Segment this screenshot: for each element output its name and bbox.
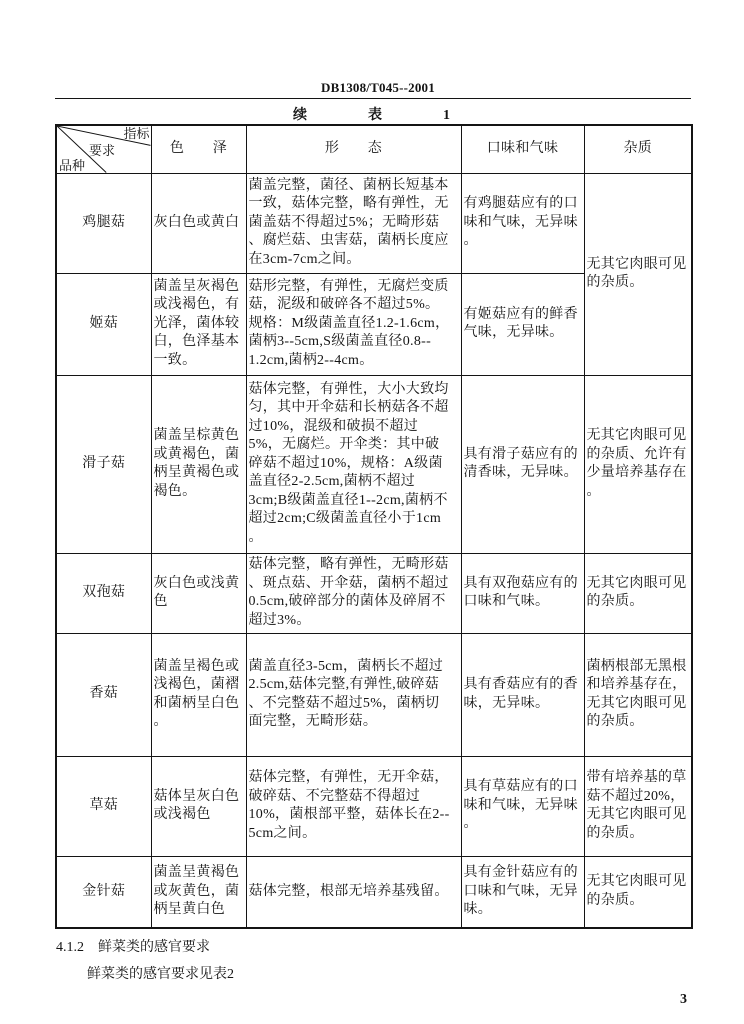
cell-line: 柄呈黄白色 xyxy=(153,902,225,917)
cell-impurity xyxy=(584,633,692,756)
cell-taste xyxy=(461,273,584,375)
column-header-taste: 口味和气味 xyxy=(461,125,584,173)
cell-line: 菇体完整，略有弹性，无畸形菇 xyxy=(248,557,449,572)
cell-form xyxy=(246,756,461,856)
cell-line: 。 xyxy=(153,714,168,729)
cell-variety xyxy=(56,273,151,375)
table-row xyxy=(56,173,692,273)
cell-line: 无其它肉眼可见 xyxy=(586,695,687,711)
cell-line: 色 xyxy=(153,594,168,609)
cell-line: 的杂质。 xyxy=(586,825,644,841)
section-title: 鲜菜类的感官要求 xyxy=(98,940,210,955)
variety-name: 香菇 xyxy=(89,686,119,702)
cell-line: 5cm之间。 xyxy=(248,825,317,841)
cell-line: 菌盖完整，菌径、菌柄长短基本 xyxy=(248,177,449,193)
cell-line: 或灰黄色，菌 xyxy=(153,883,240,899)
cell-line: 。 xyxy=(248,529,263,545)
reference-note: 鲜菜类的感官要求见表2 xyxy=(87,967,234,982)
document-code: DB1308/T045--2001 xyxy=(321,80,435,95)
cell-form xyxy=(246,553,461,633)
cell-line: 具有香菇应有的香 xyxy=(463,677,578,692)
corner-label-indicator: 指标 xyxy=(123,126,150,141)
table-row xyxy=(56,756,692,856)
cell-line: 的杂质。 xyxy=(586,714,644,729)
cell-line: 一致，菇体完整，略有弹性，无 xyxy=(248,196,449,212)
cell-line: 有姬菇应有的鲜香 xyxy=(463,306,578,322)
cell-line: 超过3%。 xyxy=(248,612,311,628)
cell-line: 5%，无腐烂。开伞类：其中破 xyxy=(248,437,440,453)
cell-line: 菌柄根部无黑根 xyxy=(586,658,687,674)
cell-color xyxy=(151,856,246,928)
cell-line: 菌盖呈棕黄色 xyxy=(153,428,240,443)
cell-line: 无其它肉眼可见 xyxy=(586,874,687,890)
cell-line: 菇体完整，有弹性，无开伞菇， xyxy=(248,770,449,785)
cell-line: 口味和气味。 xyxy=(463,594,550,609)
cell-taste xyxy=(461,756,584,856)
cell-form xyxy=(246,633,461,756)
variety-name: 姬菇 xyxy=(89,315,119,331)
cell-impurity xyxy=(584,375,692,553)
cell-taste xyxy=(461,633,584,756)
table-body xyxy=(56,173,692,928)
cell-line: 褐色。 xyxy=(153,483,197,499)
cell-line: 1.2cm,菌柄2--4cm。 xyxy=(248,352,374,368)
cell-line: 清香味，无异味。 xyxy=(463,465,578,480)
cell-line: 的杂质。 xyxy=(586,594,644,609)
cell-line: 具有滑子菇应有的 xyxy=(463,446,578,462)
cell-line: 无其它肉眼可见 xyxy=(586,807,687,822)
cell-variety xyxy=(56,633,151,756)
cell-line: 菇体完整，有弹性，大小大致均 xyxy=(248,381,449,397)
cell-line: 无其它肉眼可见 xyxy=(586,256,687,272)
cell-line: 。 xyxy=(463,233,478,249)
cell-line: 0.5cm,破碎部分的菌体及碎屑不 xyxy=(248,594,446,609)
table-row xyxy=(56,375,692,553)
cell-line: 3cm;B级菌盖直径1--2cm,菌柄不 xyxy=(248,492,448,508)
cell-line: 和培养基存在， xyxy=(586,677,687,692)
cell-line: 碎菇不超过10%，规格：A级菌 xyxy=(248,455,443,471)
cell-line: 具有双孢菇应有的 xyxy=(463,575,578,591)
cell-line: 柄呈黄褐色或 xyxy=(153,465,240,480)
cell-form xyxy=(246,273,461,375)
cell-line: 10%，菌根部平整，菇体长在2-- xyxy=(248,807,450,822)
cell-line: 的杂质。 xyxy=(586,892,644,908)
cell-form xyxy=(246,856,461,928)
cell-line: 和菌柄呈白色 xyxy=(153,695,240,711)
cell-taste xyxy=(461,553,584,633)
variety-name: 鸡腿菇 xyxy=(82,214,126,230)
table-row xyxy=(56,553,692,633)
cell-taste xyxy=(461,173,584,273)
cell-line: 菇，泥级和破碎各不超过5%。 xyxy=(248,297,440,313)
cell-line: 盖直径2-2.5cm,菌柄不超过 xyxy=(248,474,416,490)
cell-color xyxy=(151,633,246,756)
table-header-row xyxy=(56,125,692,173)
cell-line: 的杂质。 xyxy=(586,275,644,290)
column-header-form: 形 态 xyxy=(246,125,461,173)
cell-variety xyxy=(56,173,151,273)
cell-line: 、腐烂菇、虫害菇，菌柄长度应 xyxy=(248,233,449,249)
table-caption: 续 表 1 xyxy=(293,108,461,123)
cell-line: 少量培养基存在 xyxy=(586,465,687,480)
cell-impurity xyxy=(584,173,692,375)
cell-line: 菇体完整，根部无培养基残留。 xyxy=(248,883,449,899)
cell-line: 超过2cm;C级菌盖直径小于1cm xyxy=(248,511,442,527)
cell-line: 。 xyxy=(463,816,478,832)
cell-line: 菌盖直径3-5cm，菌柄长不超过 xyxy=(248,658,444,674)
cell-impurity xyxy=(584,553,692,633)
cell-impurity xyxy=(584,856,692,928)
cell-line: 口味和气味，无异 xyxy=(463,883,578,899)
cell-variety xyxy=(56,756,151,856)
section-number: 4.1.2 xyxy=(56,940,84,955)
cell-line: 味，无异味。 xyxy=(463,695,550,711)
cell-variety xyxy=(56,553,151,633)
cell-line: 无其它肉眼可见 xyxy=(586,575,687,591)
cell-line: 面完整，无畸形菇。 xyxy=(248,714,378,729)
cell-line: 具有草菇应有的口 xyxy=(463,779,578,795)
cell-taste xyxy=(461,856,584,928)
cell-line: 破碎菇、不完整菇不得超过 xyxy=(248,788,421,804)
variety-name: 金针菇 xyxy=(82,883,126,899)
column-header-color: 色 泽 xyxy=(151,125,246,173)
cell-line: 菇体呈灰白色 xyxy=(153,788,240,804)
cell-line: 一致。 xyxy=(153,352,197,368)
cell-line: 在3cm-7cm之间。 xyxy=(248,251,361,267)
cell-line: 菌盖呈灰褐色 xyxy=(153,278,240,294)
header-rule xyxy=(55,98,691,99)
cell-line: 2.5cm,菇体完整,有弹性,破碎菇 xyxy=(248,677,440,692)
cell-line: 灰白色或浅黄 xyxy=(153,575,240,591)
variety-name: 草菇 xyxy=(89,797,119,813)
cell-line: 浅褐色，菌褶 xyxy=(153,677,240,692)
column-header-impurity: 杂质 xyxy=(584,125,692,173)
cell-line: 气味，无异味。 xyxy=(463,325,564,340)
table-row xyxy=(56,633,692,756)
cell-line: 光泽，菌体较 xyxy=(153,315,240,331)
cell-line: 、斑点菇、开伞菇，菌柄不超过 xyxy=(248,575,449,591)
cell-color xyxy=(151,756,246,856)
cell-line: 有鸡腿菇应有的口 xyxy=(463,196,578,212)
cell-line: 或浅褐色，有 xyxy=(153,297,240,313)
cell-line: 规格：M级菌盖直径1.2-1.6cm， xyxy=(248,315,450,331)
cell-line: 无其它肉眼可见 xyxy=(586,428,687,443)
page-number: 3 xyxy=(680,992,687,1007)
cell-line: 菌盖菇不得超过5%；无畸形菇 xyxy=(248,214,440,230)
cell-line: 白，色泽基本 xyxy=(153,334,240,350)
section-heading xyxy=(56,936,210,956)
cell-line: 菌盖呈褐色或 xyxy=(153,658,240,674)
cell-color xyxy=(151,173,246,273)
variety-name: 滑子菇 xyxy=(82,455,126,471)
corner-label-requirement: 要求 xyxy=(89,143,116,158)
sensory-requirements-table xyxy=(55,124,693,929)
cell-color xyxy=(151,375,246,553)
cell-color xyxy=(151,273,246,375)
cell-line: 菌盖呈黄褐色 xyxy=(153,865,240,880)
cell-form xyxy=(246,375,461,553)
cell-line: 菌柄3--5cm,S级菌盖直径0.8-- xyxy=(248,334,432,350)
cell-line: 或黄褐色，菌 xyxy=(153,446,240,462)
cell-line: 带有培养基的草 xyxy=(586,770,687,785)
cell-line: 过10%，混级和破损不超过 xyxy=(248,418,419,434)
cell-line: 味和气味，无异味 xyxy=(463,797,578,813)
corner-label-variety: 品种 xyxy=(59,157,86,173)
cell-impurity xyxy=(584,756,692,856)
variety-name: 双孢菇 xyxy=(82,584,126,600)
cell-line: 匀，其中开伞菇和长柄菇各不超 xyxy=(248,400,449,416)
cell-line: 菇不超过20%， xyxy=(586,788,685,804)
cell-line: 味和气味，无异味 xyxy=(463,214,578,230)
cell-taste xyxy=(461,375,584,553)
corner-header xyxy=(56,125,151,173)
cell-line: 味。 xyxy=(463,902,493,917)
cell-line: 菇形完整，有弹性，无腐烂变质 xyxy=(248,278,449,294)
cell-variety xyxy=(56,375,151,553)
cell-line: 。 xyxy=(586,483,601,499)
cell-line: 灰白色或黄白 xyxy=(153,214,240,230)
table-row xyxy=(56,856,692,928)
cell-form xyxy=(246,173,461,273)
cell-line: 或浅褐色 xyxy=(153,807,211,822)
cell-color xyxy=(151,553,246,633)
cell-line: 的杂质、允许有 xyxy=(586,446,687,462)
cell-line: 、不完整菇不超过5%，菌柄切 xyxy=(248,695,440,711)
cell-variety xyxy=(56,856,151,928)
cell-line: 具有金针菇应有的 xyxy=(463,865,578,880)
